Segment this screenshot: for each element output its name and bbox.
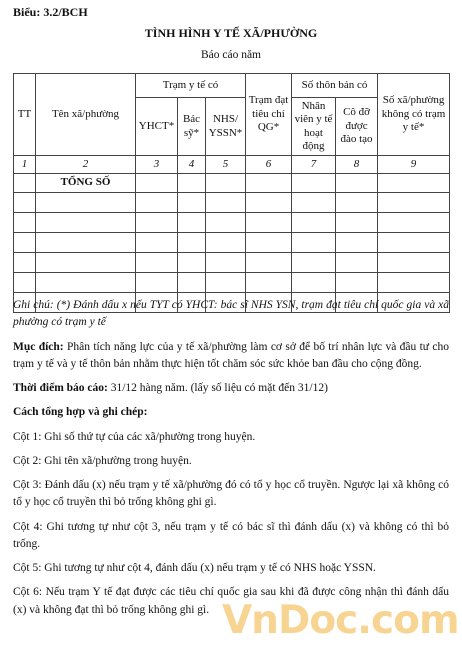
header-national-criteria: Trạm đạt tiêu chí QG* [246,74,292,156]
watermark-logo: VnDoc.com [222,598,459,643]
header-trained-midwife: Cô đỡ được đào tạo [336,98,378,156]
report-time-paragraph [13,380,449,397]
report-table [13,73,450,313]
purpose-paragraph [13,339,449,374]
total-label: TỔNG SỐ [36,174,136,193]
report-time-text: 31/12 hàng năm. (lấy số liệu có mặt đến 31/12) [107,382,328,394]
column-number-row [14,156,450,174]
header-tt: TT [14,74,36,156]
table-cell [336,174,378,193]
table-row [14,233,450,253]
document-body [13,297,449,626]
column-number: 3 [136,156,178,174]
header-communes-without-station: Số xã/phường không có trạm y tế* [378,74,450,156]
report-subtitle: Báo cáo năm [200,49,262,61]
method-heading: Cách tổng hợp và ghi chép: [13,406,148,419]
header-yhct: YHCT* [136,98,178,156]
table-cell [206,174,246,193]
header-doctor: Bác sỹ* [178,98,206,156]
header-village-group: Số thôn bản có [292,74,378,98]
table-cell [136,174,178,193]
table-cell [14,174,36,193]
column-description: Cột 3: Đánh dấu (x) nếu trạm y tế xã/phường đó có tổ y học cổ truyền. Ngược lại xã không có tổ y học cổ truyền thì bỏ trống không ghi gì. [13,479,449,509]
column-number: 8 [336,156,378,174]
column-number: 7 [292,156,336,174]
table-cell [178,174,206,193]
table-note: Ghi chú: (*) Đánh dấu x nếu TYT có YHCT: bác sĩ NHS YSN, trạm đạt tiêu chí quốc gia và xã phường có trạm y tế [13,299,449,329]
column-description: Cột 1: Ghi số thứ tự của các xã/phường trong huyện. [13,430,256,443]
column-number: 5 [206,156,246,174]
column-description: Cột 5: Ghi tương tự như cột 4, đánh dấu (x) nếu trạm y tế có NHS hoặc YSSN. [13,562,376,574]
total-row [14,174,450,193]
purpose-text: Phân tích năng lực của y tế xã/phường làm cơ sở để bố trí nhân lực và đầu tư cho trạm y tế và y tế thôn bản nhằm thực hiện tốt chăm sóc sức khỏe ban đầu cho cộng đồng. [13,340,449,370]
table-cell [246,174,292,193]
header-nhs-yssn: NHS/ YSSN* [206,98,246,156]
column-number: 6 [246,156,292,174]
purpose-label: Mục đích: [13,340,64,353]
table-row [14,273,450,293]
column-description: Cột 2: Ghi tên xã/phường trong huyện. [13,454,192,467]
column-number: 1 [14,156,36,174]
table-cell [292,174,336,193]
table-row [14,253,450,273]
column-number: 4 [178,156,206,174]
report-time-label: Thời điểm báo cáo: [13,382,108,394]
table-cell [378,174,450,193]
column-description: Cột 6: Nếu trạm Y tế đạt được các tiêu chí quốc gia sau khi đã được công nhận thì đánh dấu (x) và không đạt thì bỏ trống không ghi gì. [13,586,449,616]
header-health-station-group: Trạm y tế có [136,74,246,98]
report-title: TÌNH HÌNH Y TẾ XÃ/PHƯỜNG [144,26,318,40]
form-code: Biểu: 3.2/BCH [13,5,88,19]
table-row [14,213,450,233]
table-row [14,193,450,213]
header-commune-name: Tên xã/phường [36,74,136,156]
header-village-health-worker: Nhân viên y tế hoạt động [292,98,336,156]
column-number: 2 [36,156,136,174]
column-number: 9 [378,156,450,174]
column-description: Cột 4: Ghi tương tự như cột 3, nếu trạm y tế có bác sĩ thì đánh dấu (x) và không có thì bỏ trống. [13,520,449,550]
